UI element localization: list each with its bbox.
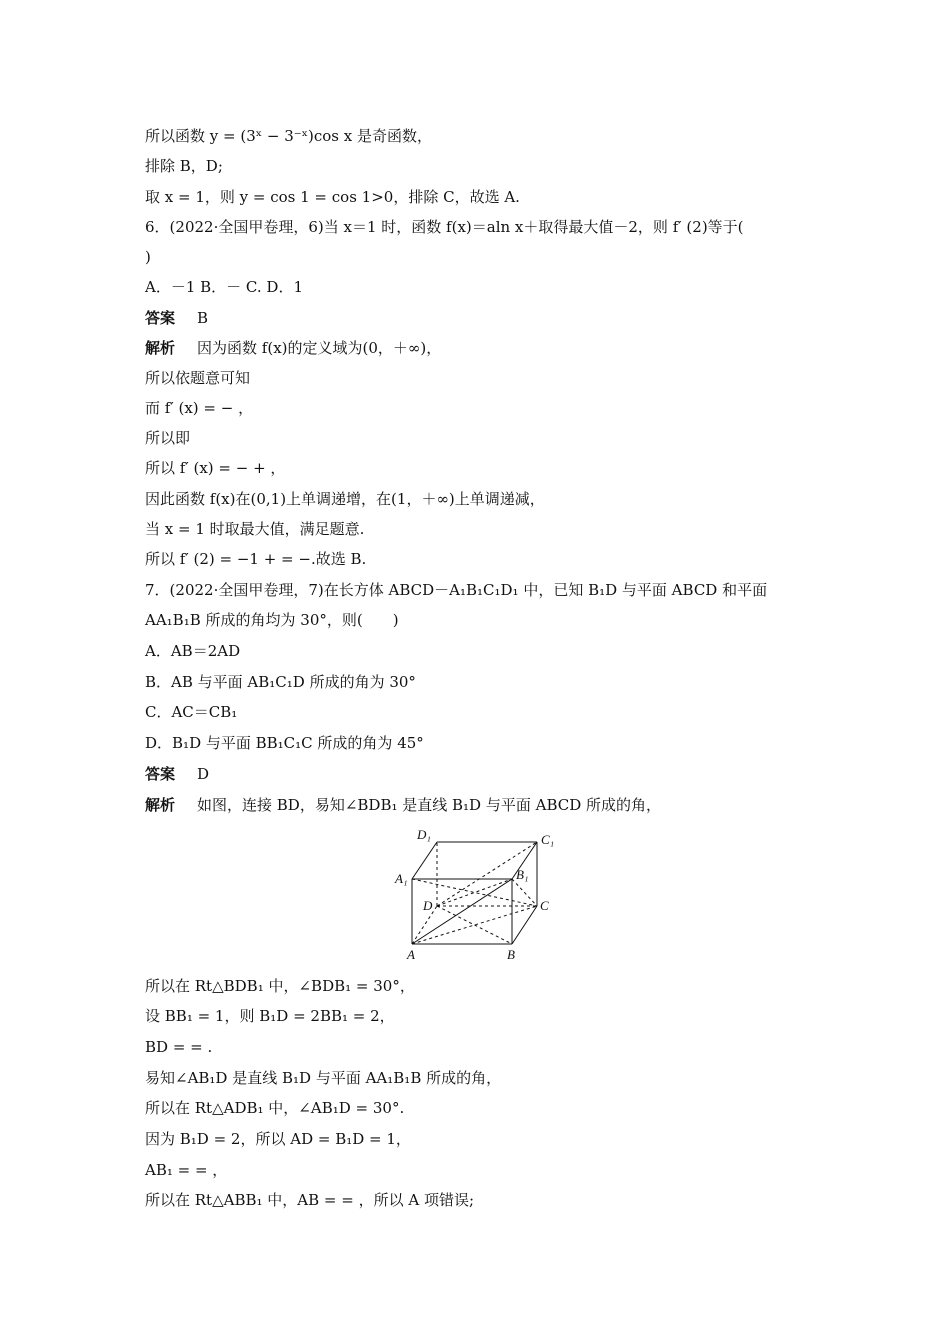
- label-d: D: [423, 898, 433, 913]
- text-line: 因此函数 f(x)在(0,1)上单调递增，在(1，＋∞)上单调递减，: [145, 490, 545, 508]
- analysis-text: 因为函数 f(x)的定义域为(0，＋∞)，: [197, 339, 442, 357]
- analysis-text: 如图，连接 BD，易知∠BDB₁ 是直线 B₁D 与平面 ABCD 所成的角，: [197, 796, 662, 814]
- text-line: 因为 B₁D = 2，所以 AD = B₁D = 1，: [145, 1130, 411, 1148]
- text-line: 而 f′ (x) = − ，: [145, 399, 254, 417]
- text-line: 所以 f′ (2) = −1 + = −.故选 B.: [145, 550, 367, 568]
- question-6-options: A．－1 B．－ C. D．1: [145, 278, 303, 296]
- text-line: AB₁ = = ，: [145, 1161, 228, 1179]
- text-line: 所以 f′ (x) = − + ，: [145, 459, 286, 477]
- label-b: B: [507, 947, 515, 962]
- text-line: 所以即: [145, 429, 191, 447]
- label-c1: C₁: [541, 832, 555, 847]
- label-b1: B₁: [516, 867, 529, 882]
- text-line: 所以函数 y = (3ˣ − 3⁻ˣ)cos x 是奇函数，: [145, 127, 433, 145]
- label-a1: A₁: [395, 871, 408, 886]
- diagonal-db: [437, 906, 512, 944]
- answer-value: D: [197, 765, 210, 783]
- analysis-label: 解析: [145, 339, 176, 357]
- text-line: 取 x = 1，则 y = cos 1 = cos 1>0，排除 C，故选 A.: [145, 188, 520, 206]
- answer-line-7: [145, 764, 209, 784]
- analysis-label: 解析: [145, 796, 176, 814]
- option-c: C．AC＝CB₁: [145, 703, 238, 721]
- cuboid-diagram: [390, 824, 560, 964]
- label-d1: D₁: [417, 827, 431, 842]
- diagonal-b1c: [512, 879, 537, 906]
- edge-bc: [512, 906, 537, 944]
- text-line: 排除 B，D;: [145, 157, 223, 175]
- text-line: BD = = .: [145, 1038, 213, 1056]
- text-line: 易知∠AB₁D 是直线 B₁D 与平面 AA₁B₁B 所成的角，: [145, 1069, 502, 1087]
- option-b: B．AB 与平面 AB₁C₁D 所成的角为 30°: [145, 673, 416, 691]
- answer-line-6: [145, 308, 208, 328]
- label-a: A: [407, 947, 415, 962]
- text-line: 所以在 Rt△ABB₁ 中，AB = = ，所以 A 项错误;: [145, 1191, 475, 1209]
- analysis-line-6: [145, 338, 441, 358]
- option-d: D．B₁D 与平面 BB₁C₁C 所成的角为 45°: [145, 734, 424, 752]
- text-line: 设 BB₁ = 1，则 B₁D = 2BB₁ = 2，: [145, 1007, 395, 1025]
- answer-label: 答案: [145, 309, 176, 327]
- cuboid-figure: [390, 824, 560, 964]
- text-line: 当 x = 1 时取最大值，满足题意.: [145, 520, 365, 538]
- question-6-stem: 6．(2022·全国甲卷理，6)当 x＝1 时，函数 f(x)＝aln x＋取得最大值－2，则 f′ (2)等于(: [145, 218, 744, 236]
- text-line: 所以依题意可知: [145, 369, 251, 387]
- label-c: C: [540, 898, 549, 913]
- answer-value: B: [197, 309, 209, 327]
- analysis-line-7: [145, 795, 661, 815]
- answer-label: 答案: [145, 765, 176, 783]
- text-line: 所以在 Rt△ADB₁ 中，∠AB₁D = 30°.: [145, 1099, 405, 1117]
- question-7-stem-end: AA₁B₁B 所成的角均为 30°，则( ): [145, 611, 399, 629]
- diagonal-db1: [437, 879, 512, 906]
- question-6-stem-end: ): [145, 248, 151, 266]
- edge-a1d1: [412, 842, 437, 879]
- option-a: A．AB＝2AD: [145, 642, 241, 660]
- question-7-stem: 7．(2022·全国甲卷理，7)在长方体 ABCD－A₁B₁C₁D₁ 中，已知 B₁D 与平面 ABCD 和平面: [145, 581, 768, 599]
- text-line: 所以在 Rt△BDB₁ 中，∠BDB₁ = 30°，: [145, 977, 415, 995]
